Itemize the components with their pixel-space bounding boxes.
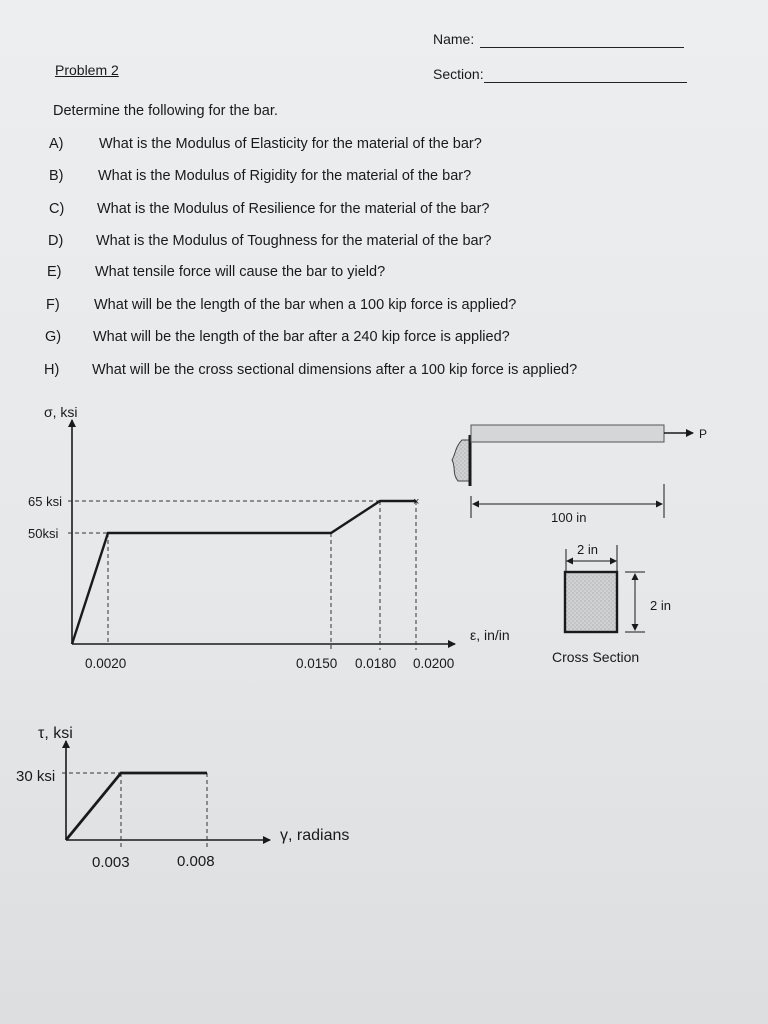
question-letter-b: B): [49, 168, 64, 184]
fracture-mark: ×: [413, 496, 420, 508]
gamma-tick-0.003: 0.003: [92, 854, 130, 871]
section-label: Section:: [433, 66, 484, 82]
gamma-axis-label: γ, radians: [280, 827, 350, 844]
question-text-g: What will be the length of the bar after a 240 kip force is applied?: [93, 329, 510, 345]
question-letter-d: D): [48, 233, 64, 249]
y-tick-50: 50ksi: [28, 526, 59, 541]
tau-tick-30: 30 ksi: [16, 768, 56, 785]
question-text-h: What will be the cross sectional dimensions after a 100 kip force is applied?: [92, 362, 578, 378]
question-letter-e: E): [47, 264, 62, 280]
question-text-f: What will be the length of the bar when a 100 kip force is applied?: [94, 297, 517, 313]
question-letter-c: C): [49, 201, 65, 217]
question-letter-a: A): [49, 136, 64, 152]
stress-strain-curve: [72, 501, 416, 644]
bar-body: [471, 425, 664, 442]
question-text-d: What is the Modulus of Toughness for the material of the bar?: [96, 233, 492, 249]
x-tick-0.0180: 0.0180: [355, 656, 397, 671]
question-text-e: What tensile force will cause the bar to yield?: [95, 264, 386, 280]
question-text-a: What is the Modulus of Elasticity for the material of the bar?: [99, 136, 482, 152]
cross-section-label: Cross Section: [552, 649, 640, 665]
name-label: Name:: [433, 31, 475, 47]
problem-title: Problem 2: [55, 62, 119, 78]
length-label: 100 in: [551, 510, 587, 525]
x-tick-0.0020: 0.0020: [85, 656, 127, 671]
problem-intro: Determine the following for the bar.: [53, 103, 278, 119]
epsilon-axis-label: ε, in/in: [470, 627, 510, 643]
cross-section-square: [565, 572, 617, 632]
width-label: 2 in: [577, 542, 598, 557]
question-letter-h: H): [44, 362, 60, 378]
question-letter-g: G): [45, 329, 62, 345]
shear-strain-curve: [66, 773, 207, 840]
tau-axis-label: τ, ksi: [38, 725, 73, 742]
shear-strain-chart: [16, 725, 349, 871]
x-tick-0.0150: 0.0150: [296, 656, 338, 671]
question-text-c: What is the Modulus of Resilience for the material of the bar?: [97, 201, 490, 217]
question-letter-f: F): [46, 297, 60, 313]
gamma-tick-0.008: 0.008: [177, 853, 215, 870]
question-text-b: What is the Modulus of Rigidity for the material of the bar?: [98, 168, 472, 184]
x-tick-0.0200: 0.0200: [413, 656, 455, 671]
load-label: P: [699, 427, 708, 441]
sigma-axis-label: σ, ksi: [44, 404, 78, 420]
wall-support: [452, 440, 470, 481]
height-label: 2 in: [650, 598, 671, 613]
stress-strain-chart: [28, 404, 510, 671]
y-tick-65: 65 ksi: [28, 494, 62, 509]
